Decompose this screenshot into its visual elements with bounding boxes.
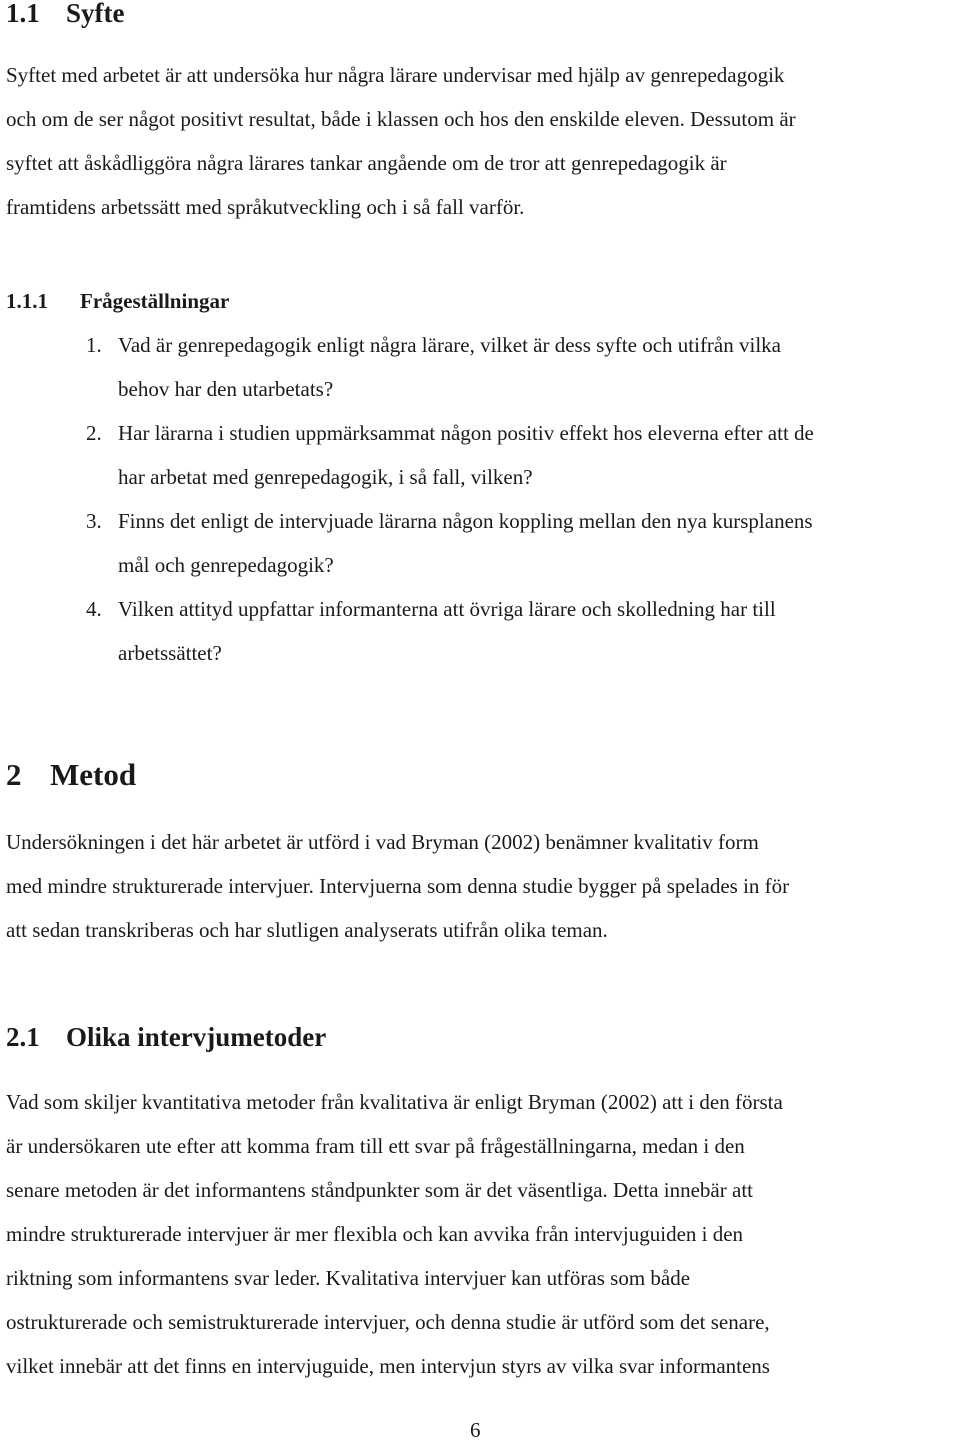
paragraph-line: mindre strukturerade intervjuer är mer flexibla och kan avvika från intervjuguiden i den: [6, 1222, 744, 1246]
question-item: [86, 587, 960, 675]
question-marker: 1.: [86, 333, 102, 357]
paragraph-line: syftet att åskådliggöra några lärares tankar angående om de tror att genrepedagogik är: [6, 151, 727, 175]
question-marker: 4.: [86, 597, 102, 621]
paragraph-line: Syftet med arbetet är att undersöka hur några lärare undervisar med hjälp av genrepedagogik: [6, 63, 785, 87]
question-line: Har lärarna i studien uppmärksammat någon positiv effekt hos eleverna efter att de: [118, 421, 814, 445]
question-line: Finns det enligt de intervjuade lärarna någon koppling mellan den nya kursplanens: [118, 509, 813, 533]
heading-title: Olika intervjumetoder: [66, 1022, 327, 1052]
paragraph-line: ostrukturerade och semistrukturerade intervjuer, och denna studie är utförd som det senare,: [6, 1310, 770, 1334]
heading-title: Frågeställningar: [80, 289, 230, 313]
paragraph-line: är undersökaren ute efter att komma fram till ett svar på frågeställningarna, medan i den: [6, 1134, 745, 1158]
paragraph-line: och om de ser något positivt resultat, både i klassen och hos den enskilde eleven. Dessutom är: [6, 107, 796, 131]
question-line: Vad är genrepedagogik enligt några lärare, vilket är dess syfte och utifrån vilka: [118, 333, 781, 357]
question-line: mål och genrepedagogik?: [118, 553, 334, 577]
question-line: behov har den utarbetats?: [118, 377, 334, 401]
paragraph-line: Vad som skiljer kvantitativa metoder från kvalitativa är enligt Bryman (2002) att i den första: [6, 1090, 783, 1114]
page-number: 6: [470, 1418, 481, 1442]
paragraph-line: riktning som informantens svar leder. Kvalitativa intervjuer kan utföras som både: [6, 1266, 691, 1290]
heading-fragestallningar: [6, 289, 229, 314]
paragraph-line: med mindre strukturerade intervjuer. Intervjuerna som denna studie bygger på spelades in för: [6, 874, 790, 898]
question-line: arbetssättet?: [118, 641, 222, 665]
heading-title: Syfte: [66, 0, 125, 28]
paragraph-metod: [6, 820, 789, 952]
paragraph-line: att sedan transkriberas och har slutligen analyserats utifrån olika teman.: [6, 918, 608, 942]
heading-number: 2.1: [6, 1022, 40, 1052]
heading-syfte: [6, 0, 124, 29]
question-marker: 2.: [86, 421, 102, 445]
paragraph-syfte: [6, 53, 796, 229]
paragraph-line: Undersökningen i det här arbetet är utförd i vad Bryman (2002) benämner kvalitativ form: [6, 830, 759, 854]
heading-number: 2: [6, 757, 22, 792]
heading-number: 1.1.1: [6, 289, 48, 313]
heading-number: 1.1: [6, 0, 40, 28]
question-line: Vilken attityd uppfattar informanterna att övriga lärare och skolledning har till: [118, 597, 776, 621]
paragraph-line: framtidens arbetssätt med språkutveckling och i så fall varför.: [6, 195, 525, 219]
heading-olika-intervjumetoder: [6, 1022, 326, 1053]
question-item: [86, 411, 960, 499]
paragraph-line: senare metoden är det informantens ståndpunkter som är det väsentliga. Detta innebär att: [6, 1178, 753, 1202]
paragraph-olika-intervjumetoder: [6, 1080, 783, 1388]
question-item: [86, 499, 960, 587]
question-list: [86, 323, 960, 675]
heading-metod: [6, 757, 136, 793]
heading-title: Metod: [50, 757, 137, 792]
paragraph-line: vilket innebär att det finns en intervjuguide, men intervjun styrs av vilka svar informantens: [6, 1354, 770, 1378]
question-marker: 3.: [86, 509, 102, 533]
question-item: [86, 323, 960, 411]
question-line: har arbetat med genrepedagogik, i så fall, vilken?: [118, 465, 533, 489]
